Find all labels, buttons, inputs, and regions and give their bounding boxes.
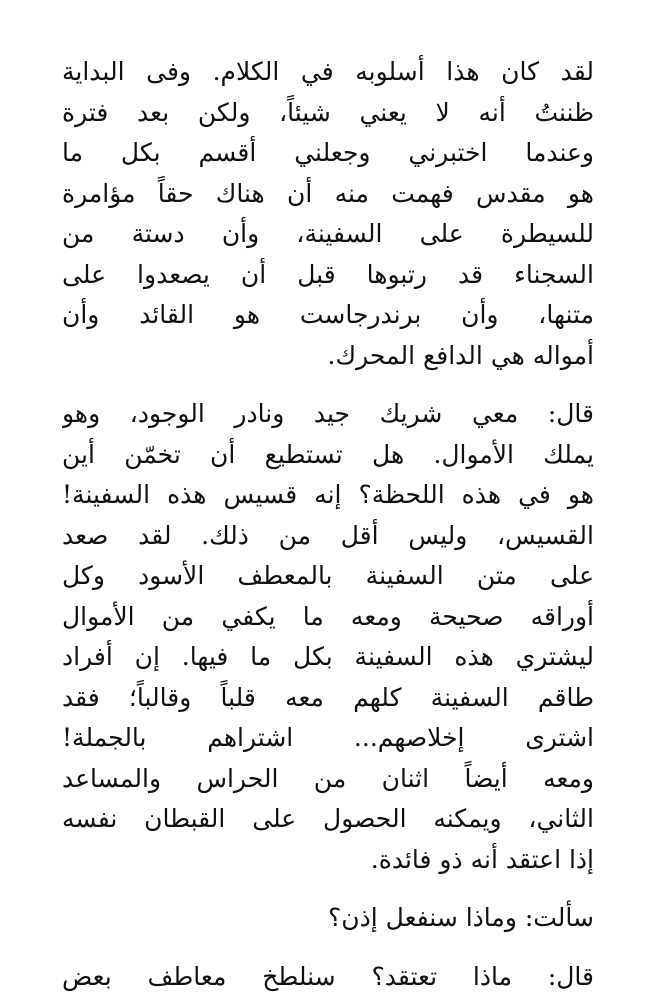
text-line: ومعه أيضاً اثنان من الحراس والمساعد <box>62 763 594 793</box>
text-line: قال: ماذا تعتقد؟ سنلطخ معاطف بعض <box>62 961 594 991</box>
text-line: ظننتُ أنه لا يعني شيئاً، ولكن بعد فترة <box>62 97 594 127</box>
text-line: هو في هذه اللحظة؟ إنه قسيس هذه السفينة! <box>62 480 594 509</box>
text-line: أمواله هي الدافع المحرك. <box>327 340 594 370</box>
text-line: اشترى إخلاصهم... اشتراهم بالجملة! <box>62 723 594 752</box>
text-line: متنها، وأن برندرجاست هو القائد وأن <box>62 300 594 329</box>
paragraph-3 <box>62 898 594 939</box>
text-line: لقد كان هذا أسلوبه في الكلام. وفى البداية <box>62 57 594 86</box>
text-line: القسيس، وليس أقل من ذلك. لقد صعد <box>62 520 594 550</box>
text-line: السجناء قد رتبوها قبل أن يصعدوا على <box>62 259 594 289</box>
paragraph-2 <box>62 394 594 880</box>
text-line: للسيطرة على السفينة، وأن دستة من <box>62 219 594 248</box>
text-line: قال: معي شريك جيد ونادر الوجود، وهو <box>62 399 594 428</box>
book-page <box>62 52 594 997</box>
text-line: وعندما اختبرني وجعلني أقسم بكل ما <box>62 138 594 167</box>
text-line: هو مقدس فهمت منه أن هناك حقاً مؤامرة <box>62 178 594 208</box>
text-line: على متن السفينة بالمعطف الأسود وكل <box>62 561 594 590</box>
text-line: أوراقه صحيحة ومعه ما يكفي من الأموال <box>62 601 594 631</box>
text-line: الثاني، ويمكنه الحصول على القبطان نفسه <box>62 804 594 833</box>
text-line: طاقم السفينة كلهم معه قلباً وقالباً؛ فقد <box>62 682 594 712</box>
paragraph-4 <box>62 957 594 998</box>
text-line: يملك الأموال. هل تستطيع أن تخمّن أين <box>62 439 594 469</box>
text-line: إذا اعتقد أنه ذو فائدة. <box>370 844 594 874</box>
text-line: سألت: وماذا سنفعل إذن؟ <box>328 903 594 932</box>
text-line: ليشتري هذه السفينة بكل ما فيها. إن أفراد <box>62 642 594 671</box>
paragraph-1 <box>62 52 594 376</box>
